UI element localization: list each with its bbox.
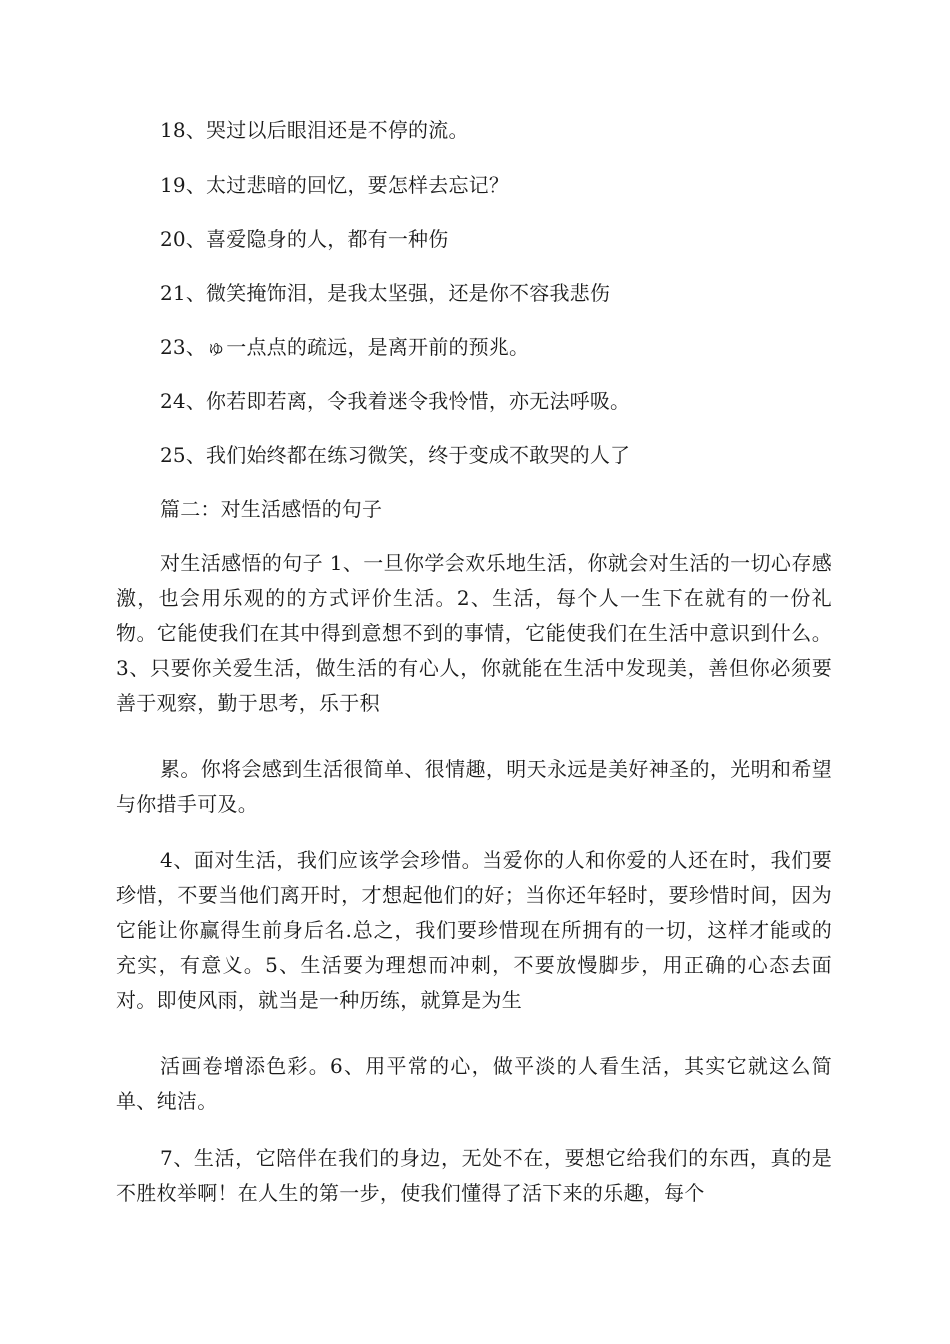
list-item-21: 21、微笑掩饰泪，是我太坚强，还是你不容我悲伤: [160, 281, 611, 305]
list-item-19: 19、太过悲暗的回忆，要怎样去忘记？: [160, 173, 510, 197]
body-paragraph-1: 对生活感悟的句子 1、一旦你学会欢乐地生活，你就会对生活的一切心存感激，也会用乐观的的方式评价生活。2、生活，每个人一生下在就有的一份礼物。它能使我们在其中得到意想不到的事情，它能使我们在生活中意识到什么。3、只要你关爱生活，做生活的有心人，你就能在生活中发现美，善但你必须要善于观察，勤于思考，乐于积: [116, 551, 832, 715]
body-paragraph-2: 累。你将会感到生活很简单、很情趣，明天永远是美好神圣的，光明和希望与你措手可及。: [116, 757, 832, 816]
body-paragraph-5: 7、生活，它陪伴在我们的身边，无处不在，要想它给我们的东西，真的是不胜枚举啊！在人生的第一步，使我们懂得了活下来的乐趣，每个: [116, 1146, 832, 1205]
list-item-24: 24、你若即若离，令我着迷令我怜惜，亦无法呼吸。: [160, 389, 631, 413]
list-item-25: 25、我们始终都在练习微笑，终于变成不敢哭的人了: [160, 443, 631, 467]
list-item-23: 23、ゅ一点点的疏远，是离开前的预兆。: [160, 335, 530, 359]
body-paragraph-3: 4、面对生活，我们应该学会珍惜。当爱你的人和你爱的人还在时，我们要珍惜，不要当他们离开时，才想起他们的好；当你还年轻时，要珍惜时间，因为它能让你赢得生前身后名.总之，我们要珍惜现在所拥有的一切，这样才能或的充实，有意义。5、生活要为理想而冲刺，不要放慢脚步，用正确的心态去面对。即使风雨，就当是一种历练，就算是为生: [116, 848, 832, 1012]
body-paragraph-4: 活画卷增添色彩。6、用平常的心，做平淡的人看生活，其实它就这么简单、纯洁。: [116, 1054, 832, 1113]
section-heading: 篇二：对生活感悟的句子: [160, 497, 383, 521]
list-item-20: 20、喜爱隐身的人，都有一种伤: [160, 227, 449, 251]
list-item-18: 18、哭过以后眼泪还是不停的流。: [160, 118, 469, 142]
